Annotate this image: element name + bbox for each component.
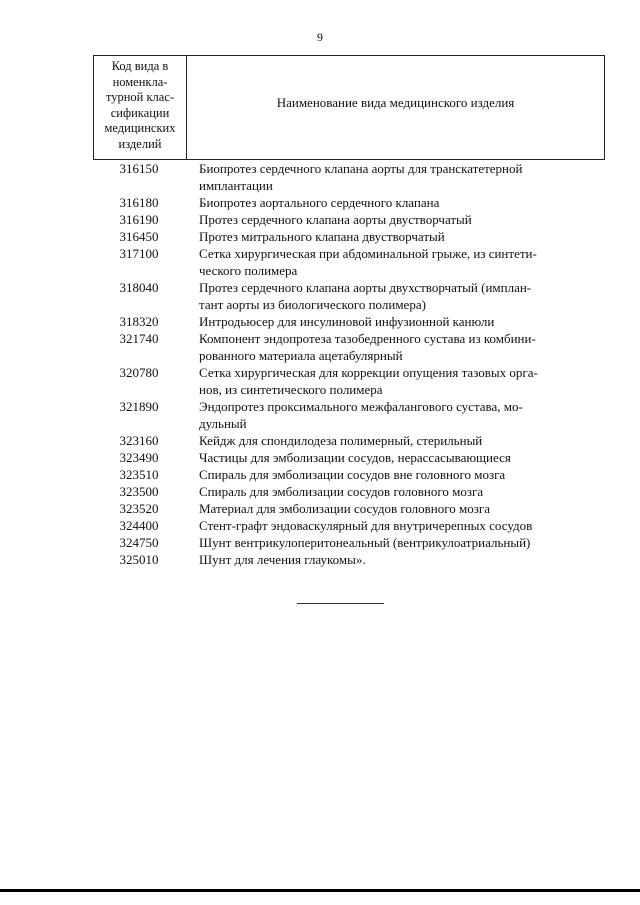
item-code: 320780 <box>119 365 159 380</box>
table-row <box>0 449 640 466</box>
item-name-line: Спираль для эмболизации сосудов головного мозга <box>199 484 484 499</box>
item-name-line: Протез сердечного клапана аорты двустворчатый <box>199 212 472 227</box>
item-name-line: тант аорты из биологического полимера) <box>199 297 426 312</box>
page-number: 9 <box>317 30 323 44</box>
item-name <box>199 364 591 398</box>
item-code: 323490 <box>119 450 159 465</box>
table-row <box>0 364 640 398</box>
table-row <box>0 245 640 279</box>
table-row <box>0 279 640 313</box>
table-row <box>0 228 640 245</box>
table-row <box>0 483 640 500</box>
item-name <box>199 279 591 313</box>
table-row <box>0 500 640 517</box>
header-code-line: медицинских <box>104 121 176 136</box>
item-code: 323160 <box>119 433 159 448</box>
item-name-line: Компонент эндопротеза тазобедренного сустава из комбини- <box>199 331 536 346</box>
item-name <box>199 551 591 568</box>
item-name <box>199 466 591 483</box>
table-row <box>0 194 640 211</box>
item-name <box>199 160 591 194</box>
item-name-line: ческого полимера <box>199 263 298 278</box>
bottom-rule <box>0 889 640 892</box>
table-row <box>0 517 640 534</box>
item-code: 323520 <box>119 501 159 516</box>
item-name <box>199 534 591 551</box>
item-code: 321740 <box>119 331 159 346</box>
item-name-line: Стент-графт эндоваскулярный для внутричерепных сосудов <box>199 518 533 533</box>
item-name <box>199 432 591 449</box>
table-row <box>0 330 640 364</box>
item-name-line: Шунт вентрикулоперитонеальный (вентрикулоатриальный) <box>199 535 531 550</box>
header-code-line: сификации <box>110 105 170 120</box>
item-code: 324400 <box>119 518 159 533</box>
header-code-column <box>94 59 186 153</box>
item-name-line: Протез сердечного клапана аорты двухстворчатый (имплан- <box>199 280 532 295</box>
header-code-line: изделий <box>118 136 162 151</box>
header-code-line: Код вида в <box>111 59 169 73</box>
item-name-line: Кейдж для спондилодеза полимерный, стерильный <box>199 433 483 448</box>
item-code: 318040 <box>119 280 159 295</box>
table-header <box>93 55 605 160</box>
item-name-line: дульный <box>199 416 247 431</box>
item-code: 316180 <box>119 195 159 210</box>
item-code: 323500 <box>119 484 159 499</box>
item-name-line: Шунт для лечения глаукомы». <box>199 552 366 567</box>
item-name-line: Материал для эмболизации сосудов головного мозга <box>199 501 490 516</box>
item-name <box>199 194 591 211</box>
item-name-line: Спираль для эмболизации сосудов вне головного мозга <box>199 467 506 482</box>
item-code: 316450 <box>119 229 159 244</box>
item-name-line: Интродьюсер для инсулиновой инфузионной канюли <box>199 314 495 329</box>
item-name-line: Эндопротез проксимального межфалангового сустава, мо- <box>199 399 523 414</box>
item-name <box>199 330 591 364</box>
item-name-line: Сетка хирургическая для коррекции опущения тазовых орга- <box>199 365 538 380</box>
item-code: 316150 <box>119 161 159 176</box>
item-name-line: Частицы для эмболизации сосудов, нерассасывающиеся <box>199 450 511 465</box>
item-name <box>199 517 591 534</box>
item-name-line: имплантации <box>199 178 273 193</box>
item-name <box>199 398 591 432</box>
item-name-line: Сетка хирургическая при абдоминальной грыже, из синтети- <box>199 246 537 261</box>
header-code-line: номенкла- <box>112 74 168 89</box>
item-name <box>199 228 591 245</box>
table-row <box>0 313 640 330</box>
table-row <box>0 211 640 228</box>
item-code: 325010 <box>119 552 159 567</box>
item-name <box>199 313 591 330</box>
item-code: 317100 <box>119 246 159 261</box>
item-name <box>199 483 591 500</box>
item-name <box>199 211 591 228</box>
end-separator-line <box>297 603 384 604</box>
item-name-line: Биопротез аортального сердечного клапана <box>199 195 440 210</box>
item-name <box>199 449 591 466</box>
item-code: 318320 <box>119 314 159 329</box>
table-row <box>0 551 640 568</box>
item-code: 316190 <box>119 212 159 227</box>
header-code-line: турной клас- <box>105 90 175 105</box>
item-code: 324750 <box>119 535 159 550</box>
header-name-column: Наименование вида медицинского изделия <box>276 95 515 110</box>
table-row <box>0 398 640 432</box>
item-code: 321890 <box>119 399 159 414</box>
table-row <box>0 534 640 551</box>
table-row <box>0 466 640 483</box>
item-name-line: Биопротез сердечного клапана аорты для транскатетерной <box>199 161 523 176</box>
table-body <box>0 160 640 568</box>
item-name-line: рованного материала ацетабулярный <box>199 348 403 363</box>
item-name-line: нов, из синтетического полимера <box>199 382 383 397</box>
item-code: 323510 <box>119 467 159 482</box>
table-row <box>0 432 640 449</box>
item-name-line: Протез митрального клапана двустворчатый <box>199 229 445 244</box>
table-row <box>0 160 640 194</box>
item-name <box>199 245 591 279</box>
item-name <box>199 500 591 517</box>
